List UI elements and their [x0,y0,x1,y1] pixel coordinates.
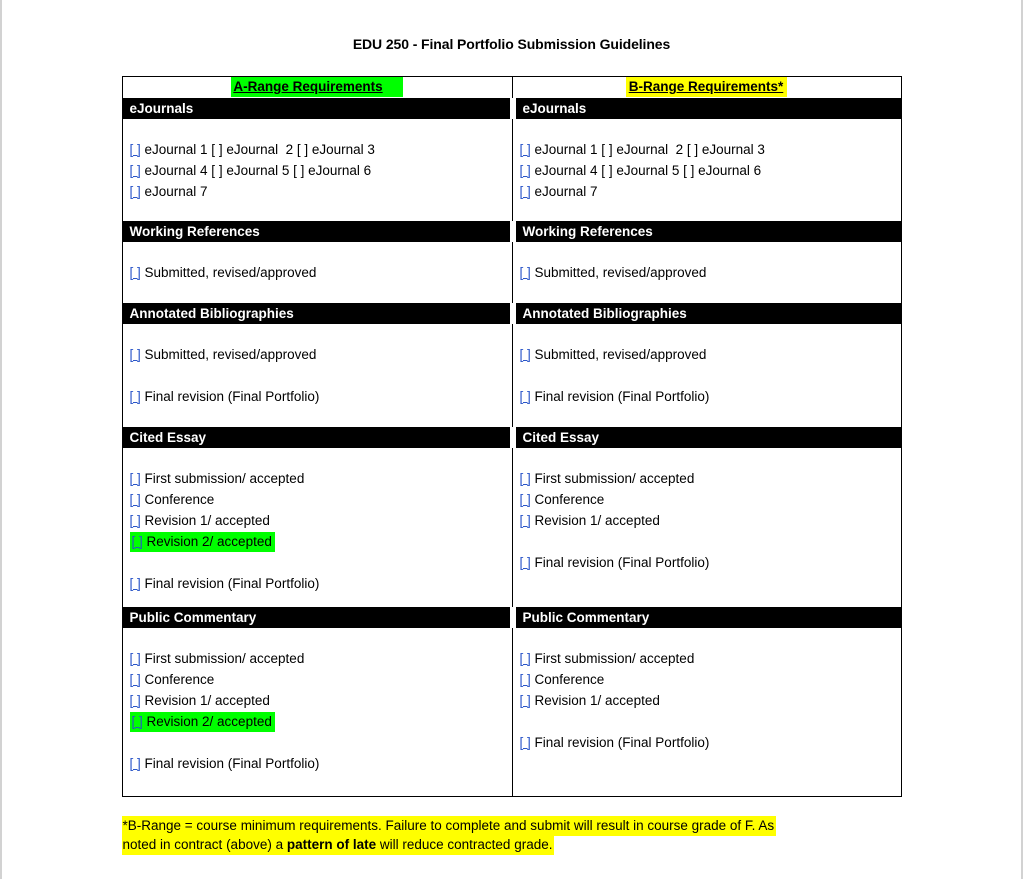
checklist-text: Conference [140,492,215,507]
table-header-row [123,77,901,98]
checklist-text: eJournal 4 [ ] eJournal 5 [ ] eJournal 6 [530,163,762,178]
checklist-text: Final revision (Final Portfolio) [530,735,710,750]
checklist-line [520,552,893,573]
checklist-text: eJournal 4 [ ] eJournal 5 [ ] eJournal 6 [140,163,372,178]
checklist-line-highlighted [130,531,504,552]
checkbox-link[interactable]: [ ] [519,265,531,280]
footnote-line-1 [122,816,902,835]
working-references-b-cell [513,242,901,303]
public-commentary-b-cell [513,628,901,796]
checkbox-link[interactable]: [ ] [129,513,141,528]
checklist-text: Final revision (Final Portfolio) [530,555,710,570]
checklist-text: Conference [530,672,605,687]
checkbox-link[interactable]: [ ] [130,712,143,732]
footnote [122,816,902,854]
footnote-text-2-pre: noted in contract (above) a [122,837,287,852]
a-range-header-cell [123,77,513,98]
cited-essay-b-cell [513,448,901,607]
section-title-working-references-a: Working References [123,221,510,242]
ejournals-b-cell [513,119,901,221]
checklist-line [130,669,504,690]
footnote-highlight [122,835,555,855]
checklist-text: Revision 1/ accepted [530,693,660,708]
checklist-line [520,468,893,489]
section-title-cited-essay-a: Cited Essay [123,427,510,448]
checkbox-link[interactable]: [ ] [519,672,531,687]
checklist-line [520,669,893,690]
section-bar-cited-essay [123,427,901,448]
checkbox-link[interactable]: [ ] [129,184,141,199]
footnote-text-2-post: will reduce contracted grade. [376,837,553,852]
section-title-public-commentary-a: Public Commentary [123,607,510,628]
checkbox-link[interactable]: [ ] [129,347,141,362]
checklist-text: First submission/ accepted [140,651,305,666]
checklist-text: Conference [530,492,605,507]
checklist-text: Submitted, revised/approved [530,347,707,362]
b-range-header-cell [513,77,901,98]
checklist-text: First submission/ accepted [530,651,695,666]
checkbox-link[interactable]: [ ] [519,163,531,178]
checklist-line [130,262,504,283]
checklist-line [130,386,504,407]
section-title-ejournals-a: eJournals [123,98,510,119]
checklist-text: Conference [140,672,215,687]
checklist-line [520,160,893,181]
checklist-text: Final revision (Final Portfolio) [530,389,710,404]
annotated-bibliographies-a-cell [123,324,513,427]
working-references-a-cell [123,242,513,303]
checkbox-link[interactable]: [ ] [519,555,531,570]
checklist-line [520,732,893,753]
checklist-line [130,690,504,711]
section-content-ejournals [123,119,901,221]
b-range-header-highlight [626,77,788,97]
checklist-line [130,181,504,202]
requirements-table [122,76,902,797]
checklist-line [130,344,504,365]
checkbox-link[interactable]: [ ] [129,471,141,486]
checklist-line [130,139,504,160]
checkbox-link[interactable]: [ ] [519,142,531,157]
checklist-line [130,468,504,489]
footnote-line-2 [122,835,902,854]
checklist-line [520,648,893,669]
section-bar-ejournals [123,98,901,119]
checkbox-link[interactable]: [ ] [519,389,531,404]
checklist-line [130,510,504,531]
public-commentary-a-cell [123,628,513,796]
checklist-text: Revision 1/ accepted [140,693,270,708]
section-title-annotated-bibliographies-b: Annotated Bibliographies [516,303,901,324]
checklist-text: Submitted, revised/approved [530,265,707,280]
checklist-text: First submission/ accepted [530,471,695,486]
checkbox-link[interactable]: [ ] [519,735,531,750]
checklist-text: eJournal 1 [ ] eJournal 2 [ ] eJournal 3 [530,142,765,157]
checklist-text: eJournal 7 [140,184,208,199]
checklist-line [520,489,893,510]
checkbox-link[interactable]: [ ] [129,672,141,687]
checkbox-link[interactable]: [ ] [129,492,141,507]
section-content-working-references [123,242,901,303]
checklist-line [520,690,893,711]
checkbox-link[interactable]: [ ] [519,492,531,507]
checklist-line [130,648,504,669]
checkbox-link[interactable]: [ ] [129,163,141,178]
checklist-line [520,139,893,160]
page-title: EDU 250 - Final Portfolio Submission Guidelines [352,36,671,52]
checklist-text: Submitted, revised/approved [140,347,317,362]
checklist-text: Revision 2/ accepted [143,712,275,732]
checklist-line [130,753,504,774]
checklist-line [520,262,893,283]
a-range-header-highlight [231,77,402,97]
checkbox-link[interactable]: [ ] [129,756,141,771]
checklist-line [520,181,893,202]
cited-essay-a-cell [123,448,513,607]
section-title-annotated-bibliographies-a: Annotated Bibliographies [123,303,510,324]
checklist-text: Revision 1/ accepted [530,513,660,528]
section-content-public-commentary [123,628,901,796]
checklist-text: Final revision (Final Portfolio) [140,756,320,771]
b-range-header-label: B-Range Requirements* [628,79,784,94]
checkbox-link[interactable]: [ ] [519,693,531,708]
checklist-text: Final revision (Final Portfolio) [140,576,320,591]
footnote-text-1: *B-Range = course minimum requirements. Failure to complete and submit will result in course grade of F. As [122,818,775,833]
annotated-bibliographies-b-cell [513,324,901,427]
checkbox-link[interactable]: [ ] [519,347,531,362]
checklist-text: Submitted, revised/approved [140,265,317,280]
section-content-annotated-bibliographies [123,324,901,427]
checklist-line [520,386,893,407]
checkbox-link[interactable]: [ ] [130,532,143,552]
checklist-line [520,510,893,531]
section-title-public-commentary-b: Public Commentary [516,607,901,628]
checkbox-link[interactable]: [ ] [519,651,531,666]
section-bar-public-commentary [123,607,901,628]
section-bar-working-references [123,221,901,242]
footnote-text-2-bold: pattern of late [286,837,377,852]
section-title-ejournals-b: eJournals [516,98,901,119]
checklist-text: Final revision (Final Portfolio) [140,389,320,404]
checkbox-link[interactable]: [ ] [519,471,531,486]
checklist-text: eJournal 7 [530,184,598,199]
checklist-text: First submission/ accepted [140,471,305,486]
checkbox-link[interactable]: [ ] [129,576,141,591]
checkbox-link[interactable]: [ ] [129,651,141,666]
checklist-line-highlighted [130,711,504,732]
section-title-working-references-b: Working References [516,221,901,242]
checklist-text: Revision 1/ accepted [140,513,270,528]
checklist-text: Revision 2/ accepted [143,532,275,552]
checklist-line [130,489,504,510]
checklist-line [130,573,504,594]
checklist-line [520,344,893,365]
section-title-cited-essay-b: Cited Essay [516,427,901,448]
checkbox-link[interactable]: [ ] [129,142,141,157]
footnote-highlight [122,816,777,836]
checkbox-link[interactable]: [ ] [129,389,141,404]
checkbox-link[interactable]: [ ] [129,693,141,708]
section-content-cited-essay [123,448,901,607]
a-range-header-label: A-Range Requirements [233,79,383,94]
checkbox-link[interactable]: [ ] [519,184,531,199]
checkbox-link[interactable]: [ ] [129,265,141,280]
ejournals-a-cell [123,119,513,221]
section-bar-annotated-bibliographies [123,303,901,324]
checkbox-link[interactable]: [ ] [519,513,531,528]
checklist-text: eJournal 1 [ ] eJournal 2 [ ] eJournal 3 [140,142,375,157]
checklist-line [130,160,504,181]
